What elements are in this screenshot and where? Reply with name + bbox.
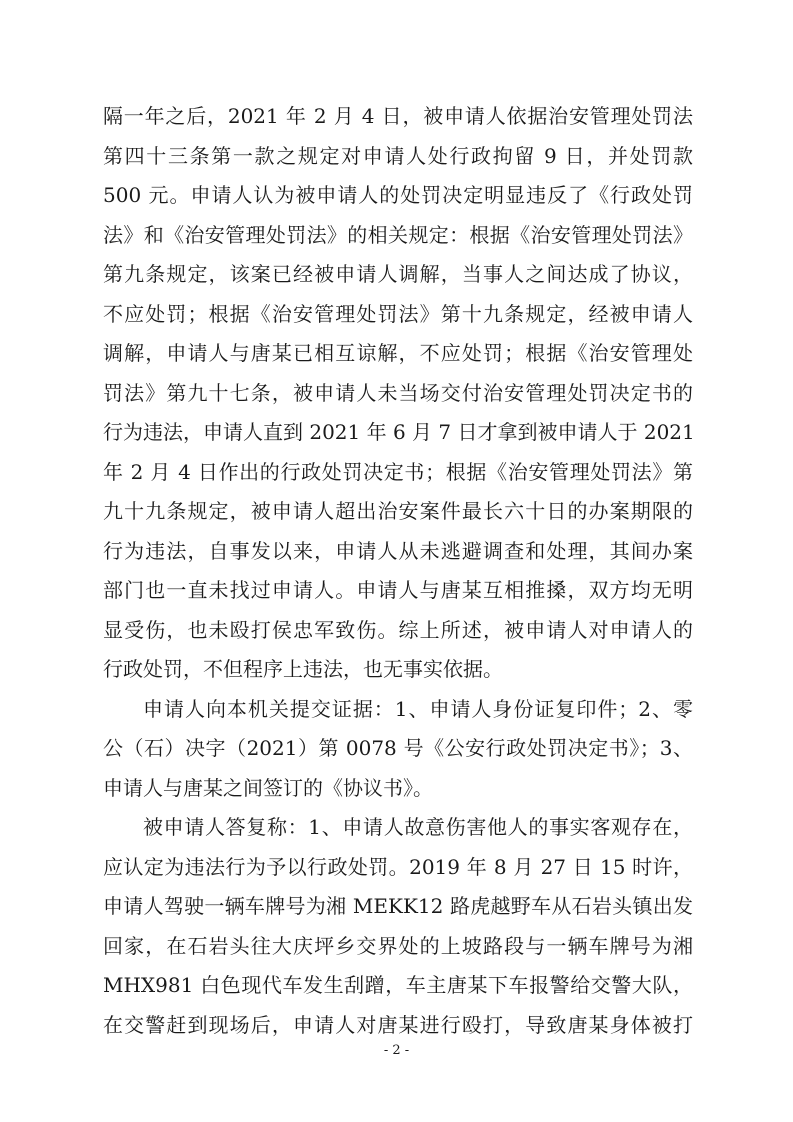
text-line: 行为违法，申请人直到 2021 年 6 月 7 日才拿到被申请人于 2021 bbox=[103, 420, 695, 444]
text-line: 行为违法，自事发以来，申请人从未逃避调查和处理，其间办案 bbox=[103, 538, 693, 563]
text-line: 在交警赶到现场后，申请人对唐某进行殴打，导致唐某身体被打 bbox=[103, 1012, 693, 1037]
text-line: 法》和《治安管理处罚法》的相关规定：根据《治安管理处罚法》 bbox=[103, 222, 693, 247]
text-line: 应认定为违法行为予以行政处罚。2019 年 8 月 27 日 15 时许， bbox=[103, 854, 693, 879]
text-line: 显受伤，也未殴打侯忠军致伤。综上所述，被申请人对申请人的 bbox=[103, 617, 693, 642]
text-line: 隔一年之后，2021 年 2 月 4 日，被申请人依据治安管理处罚法 bbox=[103, 104, 693, 128]
text-line: 回家，在石岩头往大庆坪乡交界处的上坡路段与一辆车牌号为湘 bbox=[103, 933, 693, 958]
text-line: 申请人驾驶一辆车牌号为湘 MEKK12 路虎越野车从石岩头镇出发 bbox=[103, 894, 693, 918]
text-line: 500 元。申请人认为被申请人的处罚决定明显违反了《行政处罚 bbox=[103, 183, 693, 207]
text-line: 公（石）决字（2021）第 0078 号《公安行政处罚决定书》；3、 bbox=[103, 736, 693, 760]
text-line: 不应处罚；根据《治安管理处罚法》第十九条规定，经被申请人 bbox=[103, 301, 693, 326]
text-line: 第四十三条第一款之规定对申请人处行政拘留 9 日，并处罚款 bbox=[103, 143, 693, 168]
text-line: 申请人向本机关提交证据：1、申请人身份证复印件；2、零 bbox=[143, 696, 693, 721]
text-line: 行政处罚，不但程序上违法，也无事实依据。 bbox=[103, 657, 503, 681]
text-line: 部门也一直未找过申请人。申请人与唐某互相推搡，双方均无明 bbox=[103, 578, 693, 602]
text-line: 年 2 月 4 日作出的行政处罚决定书；根据《治安管理处罚法》第 bbox=[103, 459, 693, 484]
document-body bbox=[103, 97, 693, 1045]
text-line: 九十九条规定，被申请人超出治安案件最长六十日的办案期限的 bbox=[103, 499, 693, 523]
page-number: - 2 - bbox=[383, 1043, 410, 1058]
text-line: 调解，申请人与唐某已相互谅解，不应处罚；根据《治安管理处 bbox=[103, 341, 693, 365]
text-line: 被申请人答复称：1、申请人故意伤害他人的事实客观存在， bbox=[143, 815, 693, 839]
text-line: 罚法》第九十七条，被申请人未当场交付治安管理处罚决定书的 bbox=[103, 380, 693, 405]
text-line: 申请人与唐某之间签订的《协议书》。 bbox=[103, 775, 433, 800]
text-line: 第九条规定，该案已经被申请人调解，当事人之间达成了协议， bbox=[103, 262, 693, 286]
text-line: MHX981 白色现代车发生刮蹭，车主唐某下车报警给交警大队， bbox=[103, 973, 693, 997]
